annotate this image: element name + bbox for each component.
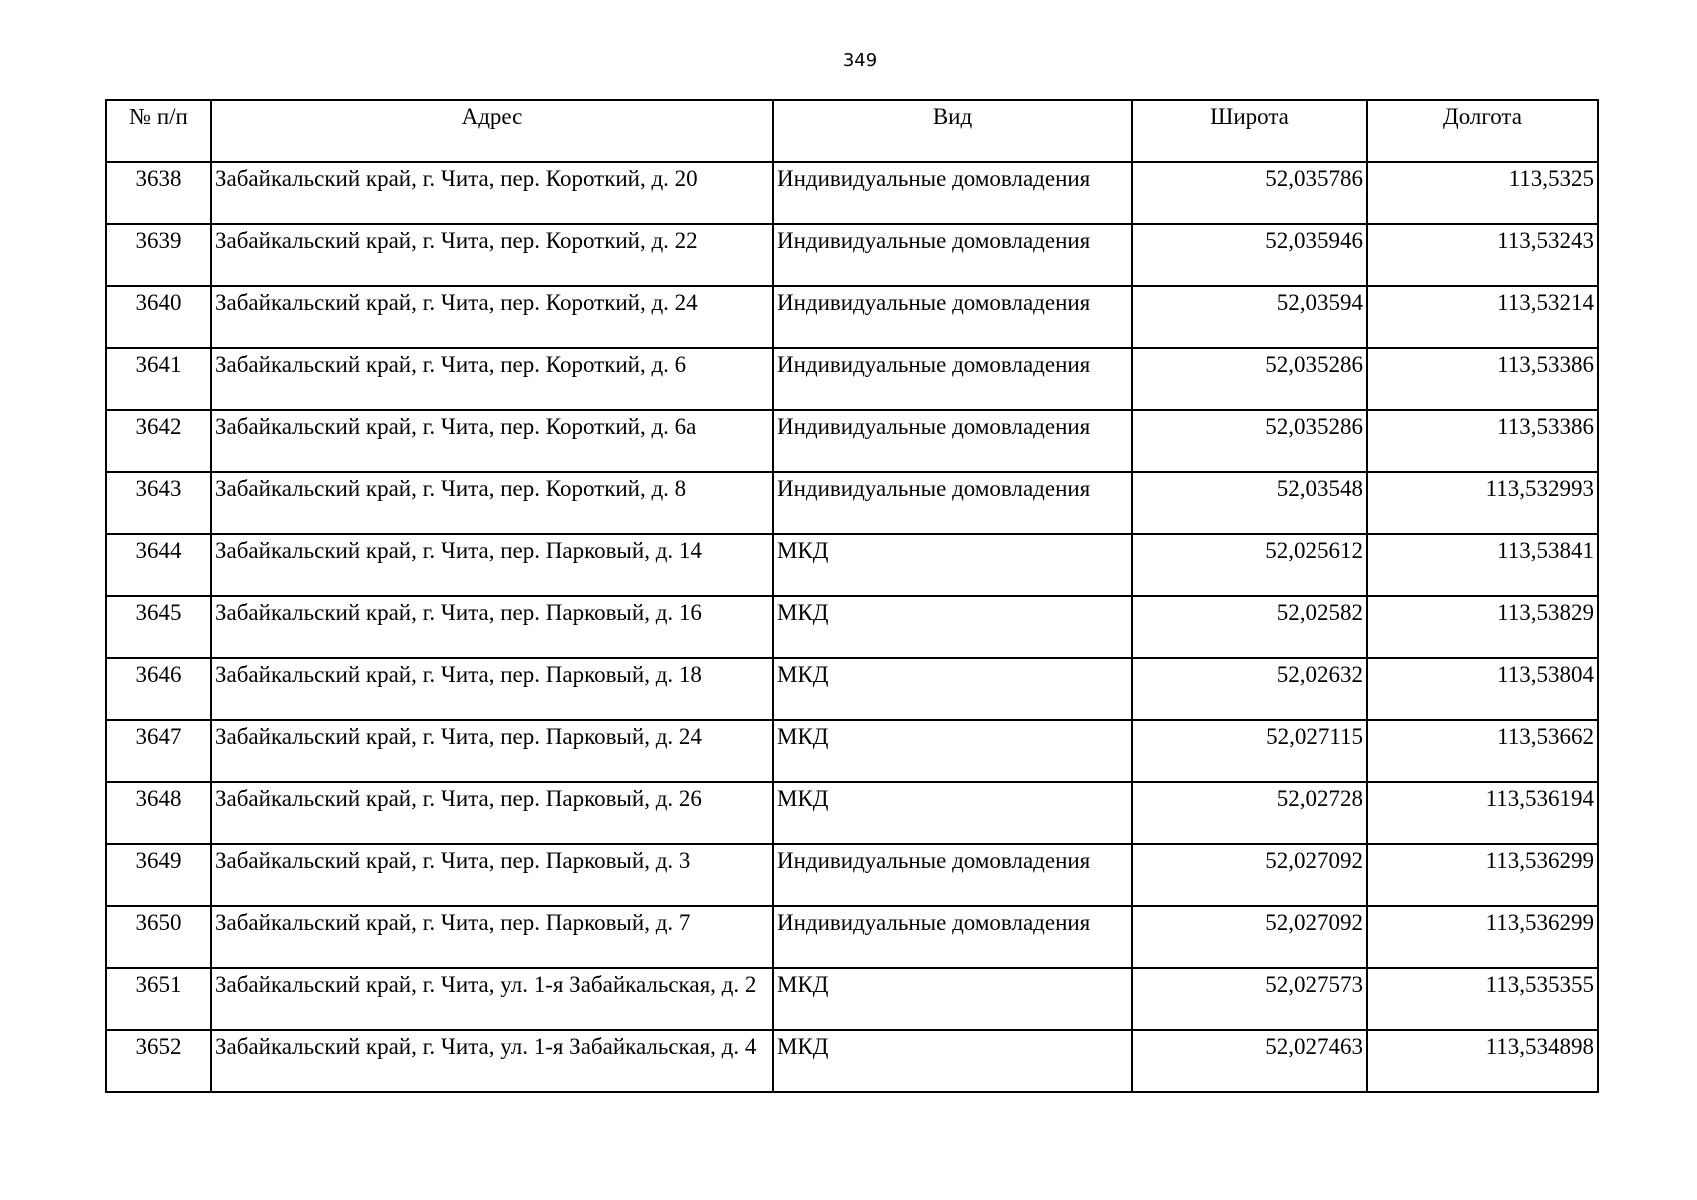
cell-latitude: 52,035786 — [1132, 162, 1367, 224]
cell-latitude: 52,02582 — [1132, 596, 1367, 658]
table-row — [106, 596, 1598, 658]
cell-num: 3639 — [106, 224, 211, 286]
cell-latitude: 52,02632 — [1132, 658, 1367, 720]
cell-longitude: 113,534898 — [1367, 1030, 1598, 1092]
cell-longitude: 113,53214 — [1367, 286, 1598, 348]
cell-address: Забайкальский край, г. Чита, пер. Парковый, д. 3 — [211, 844, 773, 906]
cell-latitude: 52,027573 — [1132, 968, 1367, 1030]
cell-address: Забайкальский край, г. Чита, ул. 1-я Забайкальская, д. 2 — [211, 968, 773, 1030]
cell-kind: Индивидуальные домовладения — [773, 286, 1132, 348]
cell-num: 3649 — [106, 844, 211, 906]
cell-latitude: 52,035286 — [1132, 410, 1367, 472]
cell-address: Забайкальский край, г. Чита, пер. Короткий, д. 6а — [211, 410, 773, 472]
cell-latitude: 52,035946 — [1132, 224, 1367, 286]
cell-kind: Индивидуальные домовладения — [773, 844, 1132, 906]
cell-latitude: 52,02728 — [1132, 782, 1367, 844]
cell-latitude: 52,03594 — [1132, 286, 1367, 348]
cell-longitude: 113,53804 — [1367, 658, 1598, 720]
cell-kind: Индивидуальные домовладения — [773, 906, 1132, 968]
header-longitude: Долгота — [1367, 100, 1598, 162]
table-row — [106, 348, 1598, 410]
table-row — [106, 782, 1598, 844]
header-kind: Вид — [773, 100, 1132, 162]
cell-latitude: 52,035286 — [1132, 348, 1367, 410]
cell-num: 3643 — [106, 472, 211, 534]
table-row — [106, 720, 1598, 782]
cell-num: 3651 — [106, 968, 211, 1030]
cell-kind: МКД — [773, 1030, 1132, 1092]
header-address: Адрес — [211, 100, 773, 162]
cell-kind: Индивидуальные домовладения — [773, 410, 1132, 472]
cell-num: 3648 — [106, 782, 211, 844]
cell-address: Забайкальский край, г. Чита, пер. Короткий, д. 20 — [211, 162, 773, 224]
cell-kind: МКД — [773, 596, 1132, 658]
cell-kind: Индивидуальные домовладения — [773, 472, 1132, 534]
cell-num: 3652 — [106, 1030, 211, 1092]
cell-num: 3641 — [106, 348, 211, 410]
table-row — [106, 1030, 1598, 1092]
cell-longitude: 113,53662 — [1367, 720, 1598, 782]
cell-kind: МКД — [773, 658, 1132, 720]
cell-num: 3644 — [106, 534, 211, 596]
cell-latitude: 52,03548 — [1132, 472, 1367, 534]
cell-num: 3640 — [106, 286, 211, 348]
table-row — [106, 472, 1598, 534]
cell-kind: Индивидуальные домовладения — [773, 162, 1132, 224]
table-row — [106, 410, 1598, 472]
cell-longitude: 113,53386 — [1367, 410, 1598, 472]
cell-longitude: 113,53829 — [1367, 596, 1598, 658]
cell-address: Забайкальский край, г. Чита, пер. Короткий, д. 24 — [211, 286, 773, 348]
page-number: 349 — [842, 50, 878, 71]
cell-address: Забайкальский край, г. Чита, пер. Короткий, д. 6 — [211, 348, 773, 410]
cell-longitude: 113,536194 — [1367, 782, 1598, 844]
address-table — [105, 99, 1599, 1093]
table-row — [106, 906, 1598, 968]
cell-latitude: 52,027092 — [1132, 906, 1367, 968]
cell-latitude: 52,027463 — [1132, 1030, 1367, 1092]
cell-longitude: 113,5325 — [1367, 162, 1598, 224]
cell-longitude: 113,53841 — [1367, 534, 1598, 596]
cell-kind: МКД — [773, 968, 1132, 1030]
cell-address: Забайкальский край, г. Чита, пер. Парковый, д. 18 — [211, 658, 773, 720]
cell-num: 3646 — [106, 658, 211, 720]
cell-address: Забайкальский край, г. Чита, пер. Парковый, д. 14 — [211, 534, 773, 596]
cell-latitude: 52,025612 — [1132, 534, 1367, 596]
cell-address: Забайкальский край, г. Чита, пер. Парковый, д. 24 — [211, 720, 773, 782]
cell-num: 3642 — [106, 410, 211, 472]
cell-latitude: 52,027092 — [1132, 844, 1367, 906]
cell-address: Забайкальский край, г. Чита, пер. Парковый, д. 7 — [211, 906, 773, 968]
cell-longitude: 113,532993 — [1367, 472, 1598, 534]
table-row — [106, 224, 1598, 286]
cell-address: Забайкальский край, г. Чита, ул. 1-я Забайкальская, д. 4 — [211, 1030, 773, 1092]
cell-longitude: 113,536299 — [1367, 906, 1598, 968]
cell-address: Забайкальский край, г. Чита, пер. Короткий, д. 22 — [211, 224, 773, 286]
cell-num: 3650 — [106, 906, 211, 968]
cell-num: 3647 — [106, 720, 211, 782]
cell-longitude: 113,53386 — [1367, 348, 1598, 410]
cell-num: 3638 — [106, 162, 211, 224]
cell-longitude: 113,535355 — [1367, 968, 1598, 1030]
cell-kind: Индивидуальные домовладения — [773, 224, 1132, 286]
cell-longitude: 113,536299 — [1367, 844, 1598, 906]
cell-address: Забайкальский край, г. Чита, пер. Парковый, д. 26 — [211, 782, 773, 844]
table-row — [106, 658, 1598, 720]
cell-kind: Индивидуальные домовладения — [773, 348, 1132, 410]
table-row — [106, 534, 1598, 596]
cell-num: 3645 — [106, 596, 211, 658]
cell-longitude: 113,53243 — [1367, 224, 1598, 286]
table-row — [106, 968, 1598, 1030]
header-latitude: Широта — [1132, 100, 1367, 162]
table-row — [106, 162, 1598, 224]
table-header-row — [106, 100, 1598, 162]
cell-address: Забайкальский край, г. Чита, пер. Короткий, д. 8 — [211, 472, 773, 534]
cell-kind: МКД — [773, 534, 1132, 596]
cell-latitude: 52,027115 — [1132, 720, 1367, 782]
cell-kind: МКД — [773, 720, 1132, 782]
cell-address: Забайкальский край, г. Чита, пер. Парковый, д. 16 — [211, 596, 773, 658]
cell-kind: МКД — [773, 782, 1132, 844]
header-num: № п/п — [106, 100, 211, 162]
table-row — [106, 844, 1598, 906]
table-row — [106, 286, 1598, 348]
